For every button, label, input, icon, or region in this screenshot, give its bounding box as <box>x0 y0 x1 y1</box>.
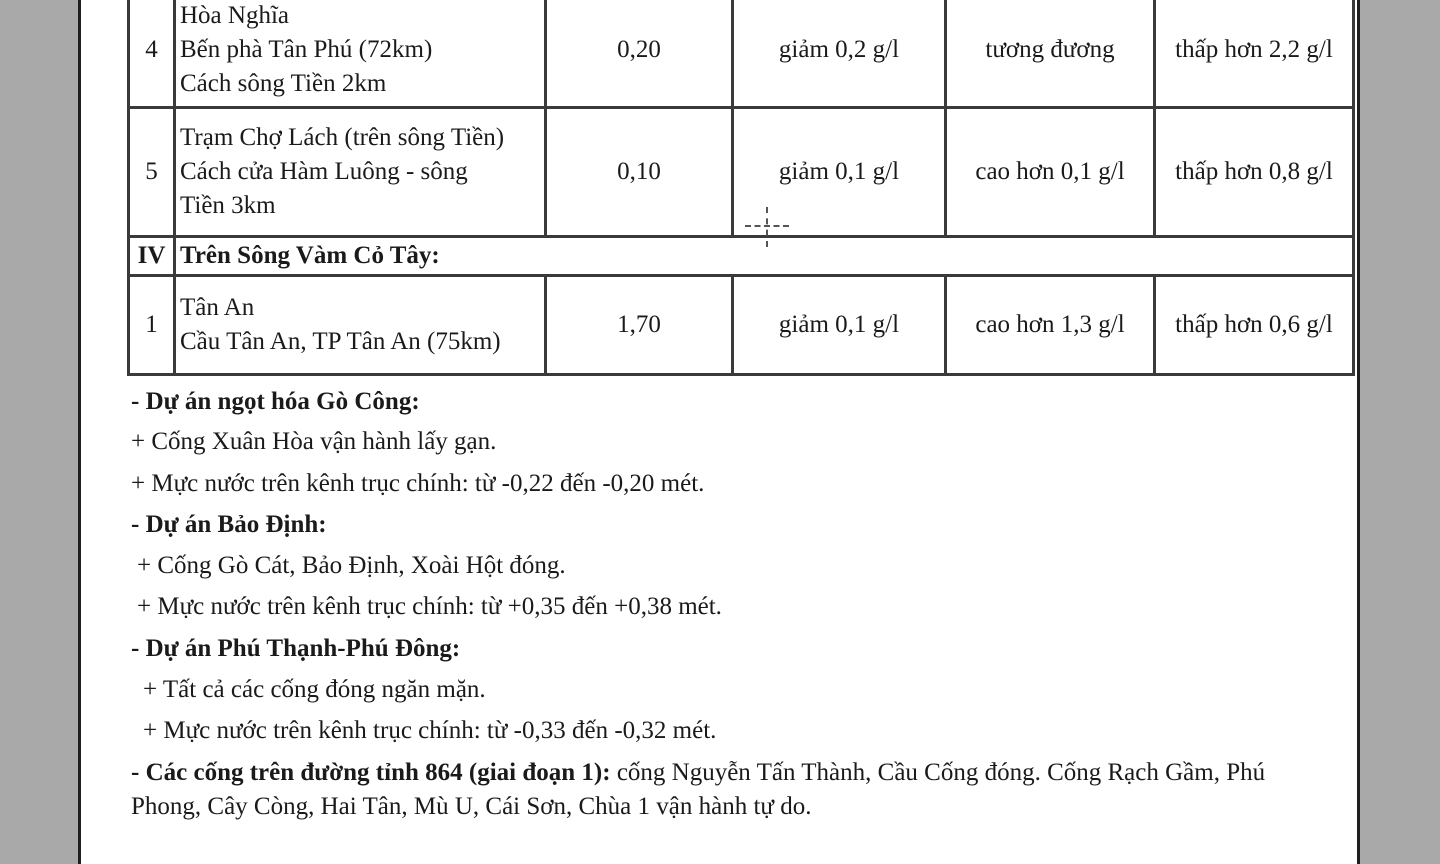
project-heading: - Dự án Phú Thạnh-Phú Đông: <box>131 635 461 662</box>
salinity-value: 0,10 <box>546 108 733 237</box>
project-heading: - Dự án ngọt hóa Gò Công: <box>131 388 420 415</box>
compare-value-2: thấp hơn 0,6 g/l <box>1155 276 1354 375</box>
compare-value-2: thấp hơn 2,2 g/l <box>1155 0 1354 108</box>
location-line: Tiền 3km <box>180 192 276 219</box>
route-864-paragraph <box>131 756 1331 824</box>
route-864-heading: - Các cống trên đường tỉnh 864 (giai đoạn 1): <box>131 759 611 786</box>
note-line: + Mực nước trên kênh trục chính: từ +0,35 đến +0,38 mét. <box>137 593 722 620</box>
location-line: Cầu Tân An, TP Tân An (75km) <box>180 328 501 355</box>
location-cell <box>175 0 546 108</box>
table-row <box>129 0 1354 108</box>
project-heading: - Dự án Bảo Định: <box>131 511 327 538</box>
note-line: + Mực nước trên kênh trục chính: từ -0,33 đến -0,32 mét. <box>143 717 717 744</box>
section-number: IV <box>129 237 175 276</box>
salinity-value: 0,20 <box>546 0 733 108</box>
location-line: Tân An <box>180 294 255 321</box>
location-line: Bến phà Tân Phú (72km) <box>180 35 433 63</box>
location-cell <box>175 276 546 375</box>
note-line: + Cống Xuân Hòa vận hành lấy gạn. <box>131 428 497 455</box>
move-cursor-icon <box>745 207 789 247</box>
compare-value-1: tương đương <box>946 0 1155 108</box>
document-page <box>78 0 1360 864</box>
location-line: Trạm Chợ Lách (trên sông Tiền) <box>180 124 505 151</box>
change-value: giảm 0,1 g/l <box>733 108 946 237</box>
location-line: Hòa Nghĩa <box>180 1 289 29</box>
compare-value-1: cao hơn 0,1 g/l <box>946 108 1155 237</box>
route-864-text: cống Nguyễn Tấn Thành, Cầu Cống đóng. Cống Rạch Gầm, Phú Phong, Cây Còng, Hai Tân, Mù U, Cái Sơn, Chùa 1 vận hành tự do. <box>131 759 1266 820</box>
table-row <box>129 276 1354 375</box>
section-title: Trên Sông Vàm Cỏ Tây: <box>175 237 1354 276</box>
row-number: 5 <box>129 108 175 237</box>
change-value: giảm 0,1 g/l <box>733 276 946 375</box>
note-line: + Tất cả các cống đóng ngăn mặn. <box>143 676 486 703</box>
change-value: giảm 0,2 g/l <box>733 0 946 108</box>
row-number: 4 <box>129 0 175 108</box>
row-number: 1 <box>129 276 175 375</box>
salinity-table <box>127 0 1355 376</box>
note-line: + Cống Gò Cát, Bảo Định, Xoài Hột đóng. <box>137 552 566 579</box>
section-header-row <box>129 237 1354 276</box>
compare-value-1: cao hơn 1,3 g/l <box>946 276 1155 375</box>
location-line: Cách cửa Hàm Luông - sông <box>180 158 468 185</box>
salinity-value: 1,70 <box>546 276 733 375</box>
note-line: + Mực nước trên kênh trục chính: từ -0,22 đến -0,20 mét. <box>131 470 705 497</box>
location-line: Cách sông Tiền 2km <box>180 69 387 97</box>
location-cell <box>175 108 546 237</box>
table-row <box>129 108 1354 237</box>
compare-value-2: thấp hơn 0,8 g/l <box>1155 108 1354 237</box>
